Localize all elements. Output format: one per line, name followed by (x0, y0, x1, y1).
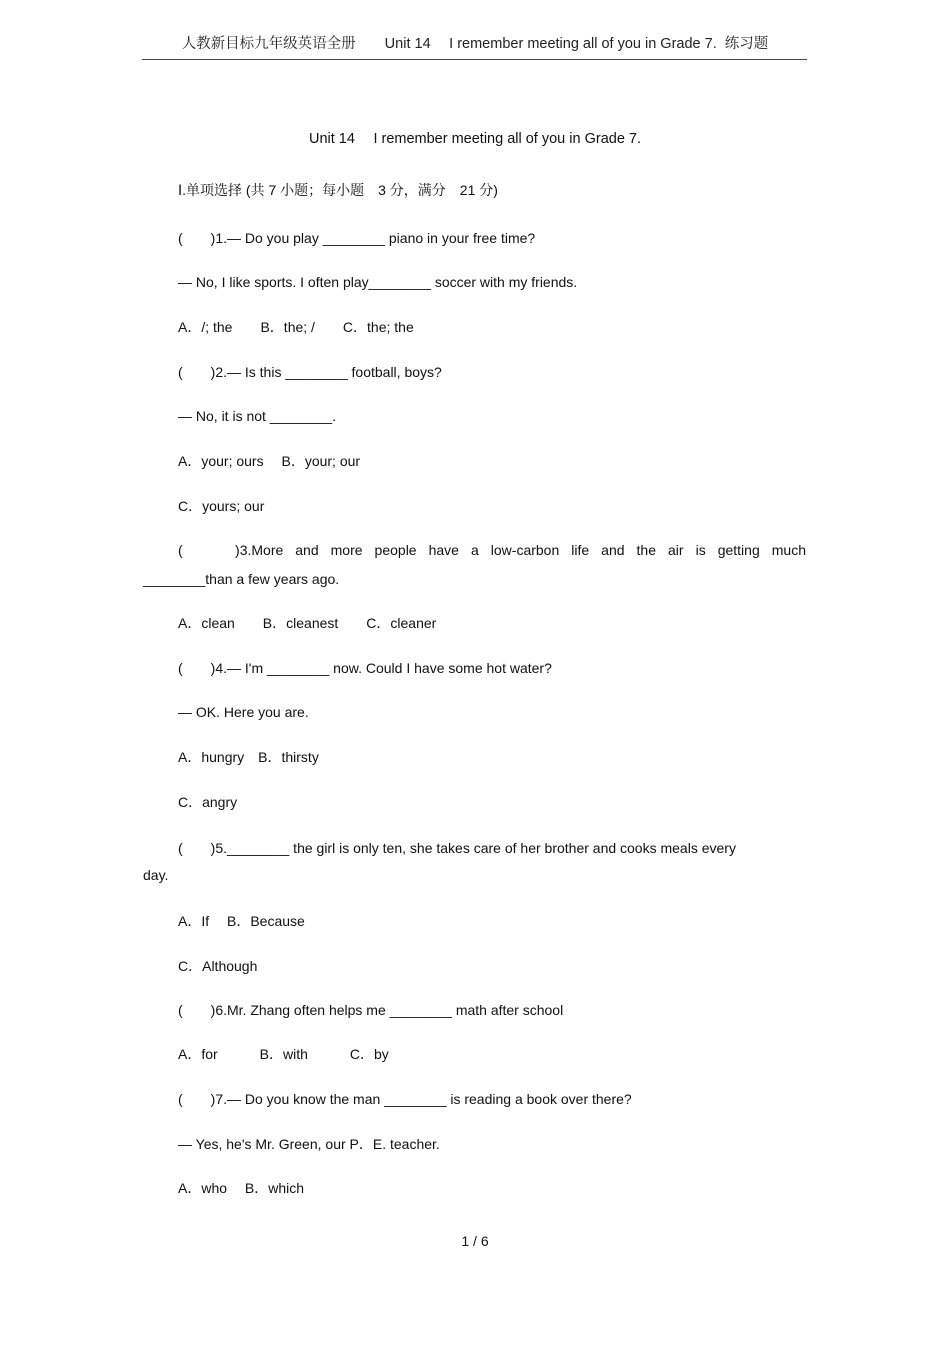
question-7-stem: ( )7.— Do you know the man ________ is reading a book over there? (178, 1091, 632, 1107)
question-6-options: A．for B．with C．by (178, 1046, 389, 1062)
question-3-options: A．clean B．cleanest C．cleaner (178, 615, 437, 631)
question-4-stem: ( )4.— I'm ________ now. Could I have some hot water? (178, 660, 552, 676)
question-2-line2: — No, it is not ________. (178, 408, 336, 424)
document-title: Unit 14 I remember meeting all of you in Grade 7. (308, 131, 642, 147)
page-number: 1 / 6 (461, 1233, 489, 1249)
question-3-stem: ( )3.More and more people have a low-carbon life and the air is getting much (178, 542, 806, 558)
running-header: 人教新目标九年级英语全册 Unit 14 I remember meeting all of you in Grade 7. 练习题 (181, 36, 769, 52)
question-1-line2: — No, I like sports. I often play________ soccer with my friends. (178, 274, 578, 290)
section-heading: Ⅰ.单项选择 (共 7 小题；每小题 3 分，满分 21 分) (178, 182, 498, 198)
question-1-options: A．/; the B．the; / C．the; the (178, 319, 414, 335)
question-5-option-c: C．Although (178, 958, 258, 974)
question-3-continuation: ________than a few years ago. (143, 571, 340, 587)
question-1-stem: ( )1.— Do you play ________ piano in your free time? (178, 230, 536, 246)
question-2-stem: ( )2.— Is this ________ football, boys? (178, 364, 442, 380)
question-6-stem: ( )6.Mr. Zhang often helps me ________ math after school (178, 1002, 564, 1018)
question-7-options-ab: A．who B．which (178, 1180, 305, 1196)
question-7-line2: — Yes, he's Mr. Green, our P．E. teacher. (178, 1136, 440, 1152)
question-2-options-ab: A．your; ours B．your; our (178, 453, 361, 469)
question-4-options-ab: A．hungry B．thirsty (178, 749, 319, 765)
question-4-line2: — OK. Here you are. (178, 704, 309, 720)
question-4-option-c: C．angry (178, 794, 238, 810)
question-5-continuation: day. (143, 867, 169, 883)
question-5-options-ab: A．If B．Because (178, 913, 305, 929)
question-2-option-c: C．yours; our (178, 498, 265, 514)
question-5-stem: ( )5.________ the girl is only ten, she takes care of her brother and cooks meals every (178, 840, 736, 856)
header-rule (142, 59, 807, 60)
